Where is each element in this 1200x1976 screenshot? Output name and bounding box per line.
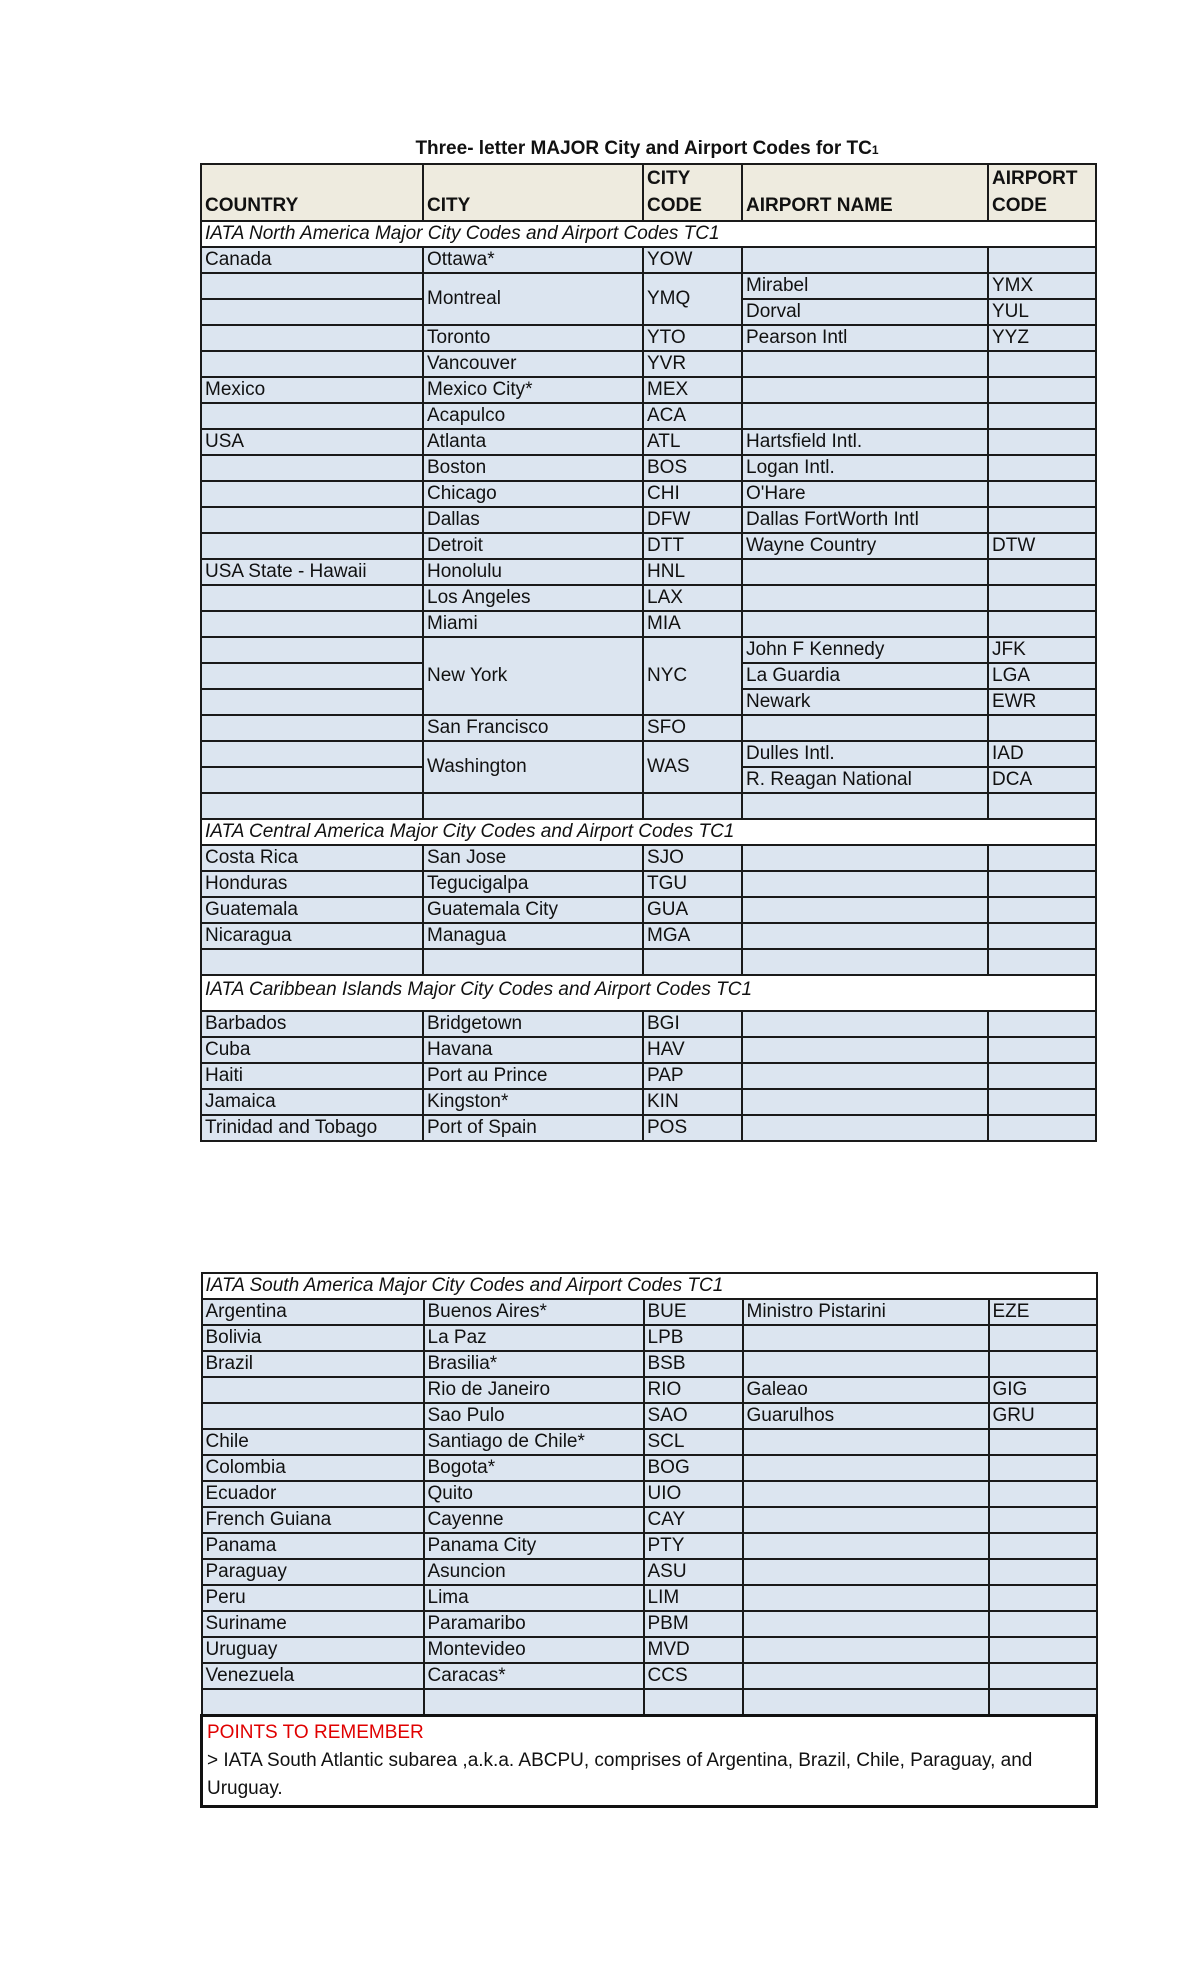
country-cell [201, 351, 423, 377]
airport-name-cell: Newark [742, 689, 988, 715]
city-cell: Toronto [423, 325, 643, 351]
city-code-cell: SJO [643, 845, 742, 871]
country-cell [201, 611, 423, 637]
city-code-cell: ATL [643, 429, 742, 455]
city-cell: Honolulu [423, 559, 643, 585]
country-cell: Guatemala [201, 897, 423, 923]
empty-row [202, 1689, 1097, 1716]
caribbean-rows [201, 1011, 1096, 1141]
table-row [201, 585, 1096, 611]
city-code-cell: LAX [643, 585, 742, 611]
city-cell: Sao Pulo [424, 1403, 644, 1429]
country-cell [202, 1377, 424, 1403]
table-row [201, 1063, 1096, 1089]
airport-code-cell [989, 1507, 1097, 1533]
section-row [202, 1273, 1097, 1299]
city-code-cell: HNL [643, 559, 742, 585]
city-code-cell: YOW [643, 247, 742, 273]
airport-code-cell [988, 1011, 1096, 1037]
city-code-cell: PBM [644, 1611, 743, 1637]
airport-name-cell [742, 923, 988, 949]
country-cell: Cuba [201, 1037, 423, 1063]
airport-code-cell [989, 1611, 1097, 1637]
country-cell [201, 689, 423, 715]
city-cell: Panama City [424, 1533, 644, 1559]
country-cell: USA State - Hawaii [201, 559, 423, 585]
airport-name-cell [742, 1115, 988, 1141]
airport-code-cell [988, 585, 1096, 611]
airport-code-cell [988, 247, 1096, 273]
airport-name-cell: R. Reagan National [742, 767, 988, 793]
city-code-cell: ACA [643, 403, 742, 429]
airport-name-cell [743, 1585, 989, 1611]
airport-code-cell [988, 559, 1096, 585]
city-code-cell: SAO [644, 1403, 743, 1429]
city-cell: Quito [424, 1481, 644, 1507]
table-row [201, 429, 1096, 455]
airport-name-cell: Hartsfield Intl. [742, 429, 988, 455]
airport-name-cell: O'Hare [742, 481, 988, 507]
table-row [201, 715, 1096, 741]
table-row [201, 1011, 1096, 1037]
table-row [202, 1611, 1097, 1637]
airport-code-cell [988, 715, 1096, 741]
airport-code-cell [988, 1037, 1096, 1063]
table-row [201, 845, 1096, 871]
city-code-cell: CCS [644, 1663, 743, 1689]
table-row [201, 533, 1096, 559]
city-code-cell: MIA [643, 611, 742, 637]
city-cell: Miami [423, 611, 643, 637]
country-cell: Bolivia [202, 1325, 424, 1351]
airport-code-cell [988, 1115, 1096, 1141]
city-cell: Managua [423, 923, 643, 949]
page-title: Three- letter MAJOR City and Airport Codes for TC1 [415, 138, 879, 159]
airport-code-cell [989, 1533, 1097, 1559]
country-cell: Trinidad and Tobago [201, 1115, 423, 1141]
city-code-cell: KIN [643, 1089, 742, 1115]
country-cell [201, 663, 423, 689]
table-row [202, 1403, 1097, 1429]
country-cell: Ecuador [202, 1481, 424, 1507]
airport-name-cell: Wayne Country [742, 533, 988, 559]
airport-name-cell: La Guardia [742, 663, 988, 689]
city-code-cell: HAV [643, 1037, 742, 1063]
airport-code-cell: GRU [989, 1403, 1097, 1429]
airport-name-cell: Mirabel [742, 273, 988, 299]
airport-name-cell: Dorval [742, 299, 988, 325]
country-cell [201, 741, 423, 767]
table-row [201, 1037, 1096, 1063]
airport-name-cell: Ministro Pistarini [743, 1299, 989, 1325]
table-row [201, 741, 1096, 767]
airport-code-cell [988, 377, 1096, 403]
country-cell [201, 507, 423, 533]
points-heading: POINTS TO REMEMBER [207, 1722, 424, 1743]
country-cell [201, 455, 423, 481]
country-cell: Suriname [202, 1611, 424, 1637]
city-code-cell: UIO [644, 1481, 743, 1507]
airport-name-cell: Dallas FortWorth Intl [742, 507, 988, 533]
city-cell: Atlanta [423, 429, 643, 455]
airport-code-cell [988, 1089, 1096, 1115]
airport-code-cell [988, 845, 1096, 871]
airport-name-cell [743, 1507, 989, 1533]
city-code-cell: ASU [644, 1559, 743, 1585]
city-cell: Rio de Janeiro [424, 1377, 644, 1403]
city-code-cell: BOG [644, 1455, 743, 1481]
country-cell: Mexico [201, 377, 423, 403]
table-row [202, 1325, 1097, 1351]
airport-name-cell [742, 559, 988, 585]
country-cell: French Guiana [202, 1507, 424, 1533]
city-cell: San Francisco [423, 715, 643, 741]
country-cell: USA [201, 429, 423, 455]
city-code-cell: MVD [644, 1637, 743, 1663]
table-row [201, 403, 1096, 429]
table-row [201, 351, 1096, 377]
city-code-cell: SFO [643, 715, 742, 741]
city-code-cell: BGI [643, 1011, 742, 1037]
empty-row [201, 949, 1096, 975]
country-cell: Jamaica [201, 1089, 423, 1115]
city-cell: Asuncion [424, 1559, 644, 1585]
airport-code-cell [988, 351, 1096, 377]
airport-name-cell [743, 1455, 989, 1481]
city-cell: Santiago de Chile* [424, 1429, 644, 1455]
airport-name-cell: Dulles Intl. [742, 741, 988, 767]
city-cell: Guatemala City [423, 897, 643, 923]
south-america-table [200, 1272, 1098, 1808]
city-code-cell: PAP [643, 1063, 742, 1089]
table-row [202, 1585, 1097, 1611]
table-row [201, 325, 1096, 351]
city-code-cell: CHI [643, 481, 742, 507]
country-cell: Nicaragua [201, 923, 423, 949]
empty-row [201, 793, 1096, 819]
airport-code-cell [988, 429, 1096, 455]
city-code-cell: DFW [643, 507, 742, 533]
north-central-caribbean-table [200, 163, 1097, 1142]
city-cell: Bridgetown [423, 1011, 643, 1037]
airport-name-cell [742, 1089, 988, 1115]
airport-name-cell [742, 845, 988, 871]
country-cell [201, 715, 423, 741]
airport-code-cell [988, 507, 1096, 533]
table-row [201, 871, 1096, 897]
table-row [202, 1351, 1097, 1377]
city-code-cell: LPB [644, 1325, 743, 1351]
country-cell [202, 1403, 424, 1429]
city-cell: Chicago [423, 481, 643, 507]
airport-name-cell [742, 1011, 988, 1037]
airport-code-cell [988, 455, 1096, 481]
airport-code-cell [988, 481, 1096, 507]
airport-code-cell: EWR [988, 689, 1096, 715]
table-row [201, 1089, 1096, 1115]
table-row [201, 897, 1096, 923]
city-cell: Ottawa* [423, 247, 643, 273]
table-row [202, 1663, 1097, 1689]
airport-code-cell: EZE [989, 1299, 1097, 1325]
city-cell: San Jose [423, 845, 643, 871]
airport-name-cell: Galeao [743, 1377, 989, 1403]
country-cell: Argentina [202, 1299, 424, 1325]
airport-code-cell [988, 1063, 1096, 1089]
city-code-cell: YMQ [643, 273, 742, 325]
section-title-north-america: IATA North America Major City Codes and Airport Codes TC1 [201, 221, 1096, 247]
airport-name-cell [742, 377, 988, 403]
airport-name-cell [742, 1063, 988, 1089]
airport-name-cell [743, 1559, 989, 1585]
country-cell: Panama [202, 1533, 424, 1559]
table-row [201, 273, 1096, 299]
points-to-remember [202, 1716, 1097, 1807]
country-cell [201, 481, 423, 507]
city-cell: Buenos Aires* [424, 1299, 644, 1325]
table-row [201, 507, 1096, 533]
city-cell: Havana [423, 1037, 643, 1063]
airport-name-cell [743, 1481, 989, 1507]
country-cell [201, 533, 423, 559]
city-cell: Boston [423, 455, 643, 481]
header-airport-code: AIRPORT CODE [988, 164, 1096, 221]
airport-code-cell [989, 1325, 1097, 1351]
section-row [201, 819, 1096, 845]
city-code-cell: MGA [643, 923, 742, 949]
header-country: COUNTRY [201, 164, 423, 221]
city-code-cell: LIM [644, 1585, 743, 1611]
table-row [201, 377, 1096, 403]
country-cell: Barbados [201, 1011, 423, 1037]
airport-code-cell: YUL [988, 299, 1096, 325]
airport-name-cell: Guarulhos [743, 1403, 989, 1429]
airport-name-cell [743, 1611, 989, 1637]
city-code-cell: TGU [643, 871, 742, 897]
table-row [201, 559, 1096, 585]
country-cell: Canada [201, 247, 423, 273]
city-cell: Washington [423, 741, 643, 793]
city-cell: La Paz [424, 1325, 644, 1351]
table-row [202, 1377, 1097, 1403]
country-cell [201, 403, 423, 429]
airport-name-cell [742, 585, 988, 611]
airport-code-cell: DTW [988, 533, 1096, 559]
airport-name-cell [742, 897, 988, 923]
airport-name-cell [742, 247, 988, 273]
airport-name-cell [743, 1637, 989, 1663]
country-cell: Venezuela [202, 1663, 424, 1689]
airport-code-cell [989, 1429, 1097, 1455]
city-cell: Dallas [423, 507, 643, 533]
airport-name-cell [742, 715, 988, 741]
city-code-cell: MEX [643, 377, 742, 403]
table-row [201, 455, 1096, 481]
table-row [202, 1429, 1097, 1455]
table-row [201, 1115, 1096, 1141]
city-cell: Vancouver [423, 351, 643, 377]
table-row [202, 1299, 1097, 1325]
airport-name-cell [742, 403, 988, 429]
airport-code-cell [988, 871, 1096, 897]
city-code-cell: BUE [644, 1299, 743, 1325]
city-cell: Lima [424, 1585, 644, 1611]
airport-code-cell [989, 1637, 1097, 1663]
airport-code-cell [988, 403, 1096, 429]
table-row [202, 1481, 1097, 1507]
table-row [202, 1559, 1097, 1585]
section-row [201, 221, 1096, 247]
city-cell: Port au Prince [423, 1063, 643, 1089]
airport-code-cell [988, 923, 1096, 949]
city-code-cell: GUA [643, 897, 742, 923]
airport-code-cell [988, 897, 1096, 923]
table-row [201, 481, 1096, 507]
airport-name-cell [742, 1037, 988, 1063]
airport-code-cell [989, 1455, 1097, 1481]
country-cell [201, 273, 423, 299]
country-cell: Honduras [201, 871, 423, 897]
country-cell [201, 299, 423, 325]
country-cell [201, 585, 423, 611]
airport-name-cell [743, 1351, 989, 1377]
header-airport-name: AIRPORT NAME [742, 164, 988, 221]
city-code-cell: BOS [643, 455, 742, 481]
city-code-cell: WAS [643, 741, 742, 793]
airport-code-cell [989, 1585, 1097, 1611]
table-row [201, 637, 1096, 663]
city-cell: Brasilia* [424, 1351, 644, 1377]
city-cell: Paramaribo [424, 1611, 644, 1637]
airport-code-cell: IAD [988, 741, 1096, 767]
central-america-rows [201, 845, 1096, 949]
airport-code-cell [989, 1663, 1097, 1689]
table-row [201, 247, 1096, 273]
airport-name-cell [743, 1533, 989, 1559]
table-row [201, 611, 1096, 637]
table-row [201, 923, 1096, 949]
country-cell: Haiti [201, 1063, 423, 1089]
airport-code-cell [989, 1559, 1097, 1585]
city-cell: Caracas* [424, 1663, 644, 1689]
airport-name-cell: John F Kennedy [742, 637, 988, 663]
airport-name-cell [743, 1663, 989, 1689]
table-row [202, 1507, 1097, 1533]
city-cell: Acapulco [423, 403, 643, 429]
city-code-cell: NYC [643, 637, 742, 715]
airport-code-cell: GIG [989, 1377, 1097, 1403]
country-cell: Colombia [202, 1455, 424, 1481]
city-code-cell: YTO [643, 325, 742, 351]
section-title-south-america: IATA South America Major City Codes and Airport Codes TC1 [202, 1273, 1097, 1299]
city-code-cell: POS [643, 1115, 742, 1141]
table-row [202, 1455, 1097, 1481]
airport-name-cell: Pearson Intl [742, 325, 988, 351]
city-code-cell: SCL [644, 1429, 743, 1455]
points-row [202, 1716, 1097, 1807]
city-code-cell: RIO [644, 1377, 743, 1403]
city-code-cell: PTY [644, 1533, 743, 1559]
section-title-caribbean: IATA Caribbean Islands Major City Codes and Airport Codes TC1 [201, 975, 1096, 1011]
city-cell: Montevideo [424, 1637, 644, 1663]
airport-name-cell [742, 871, 988, 897]
header-city-code: CITY CODE [643, 164, 742, 221]
city-cell: Montreal [423, 273, 643, 325]
section-row [201, 975, 1096, 1011]
city-cell: Mexico City* [423, 377, 643, 403]
country-cell [201, 767, 423, 793]
airport-name-cell: Logan Intl. [742, 455, 988, 481]
country-cell: Costa Rica [201, 845, 423, 871]
header-row [201, 164, 1096, 221]
country-cell: Paraguay [202, 1559, 424, 1585]
airport-name-cell [742, 611, 988, 637]
section-title-central-america: IATA Central America Major City Codes and Airport Codes TC1 [201, 819, 1096, 845]
city-cell: Detroit [423, 533, 643, 559]
city-cell: Port of Spain [423, 1115, 643, 1141]
table-row [202, 1637, 1097, 1663]
city-cell: Los Angeles [423, 585, 643, 611]
airport-code-cell: LGA [988, 663, 1096, 689]
country-cell [201, 637, 423, 663]
airport-code-cell [989, 1351, 1097, 1377]
country-cell [201, 325, 423, 351]
city-cell: Kingston* [423, 1089, 643, 1115]
city-code-cell: DTT [643, 533, 742, 559]
table-row [202, 1533, 1097, 1559]
airport-code-cell [988, 611, 1096, 637]
country-cell: Peru [202, 1585, 424, 1611]
south-america-rows [202, 1299, 1097, 1689]
city-code-cell: YVR [643, 351, 742, 377]
airport-name-cell [743, 1325, 989, 1351]
city-code-cell: CAY [644, 1507, 743, 1533]
airport-name-cell [743, 1429, 989, 1455]
airport-code-cell [989, 1481, 1097, 1507]
airport-code-cell: JFK [988, 637, 1096, 663]
airport-code-cell: YMX [988, 273, 1096, 299]
country-cell: Chile [202, 1429, 424, 1455]
points-text: > IATA South Atlantic subarea ,a.k.a. ABCPU, comprises of Argentina, Brazil, Chile, Paraguay, and Uruguay. [207, 1750, 1033, 1799]
country-cell: Uruguay [202, 1637, 424, 1663]
city-cell: New York [423, 637, 643, 715]
airport-name-cell [742, 351, 988, 377]
city-code-cell: BSB [644, 1351, 743, 1377]
airport-code-cell: DCA [988, 767, 1096, 793]
city-cell: Tegucigalpa [423, 871, 643, 897]
city-cell: Cayenne [424, 1507, 644, 1533]
header-city: CITY [423, 164, 643, 221]
country-cell: Brazil [202, 1351, 424, 1377]
airport-code-cell: YYZ [988, 325, 1096, 351]
city-cell: Bogota* [424, 1455, 644, 1481]
